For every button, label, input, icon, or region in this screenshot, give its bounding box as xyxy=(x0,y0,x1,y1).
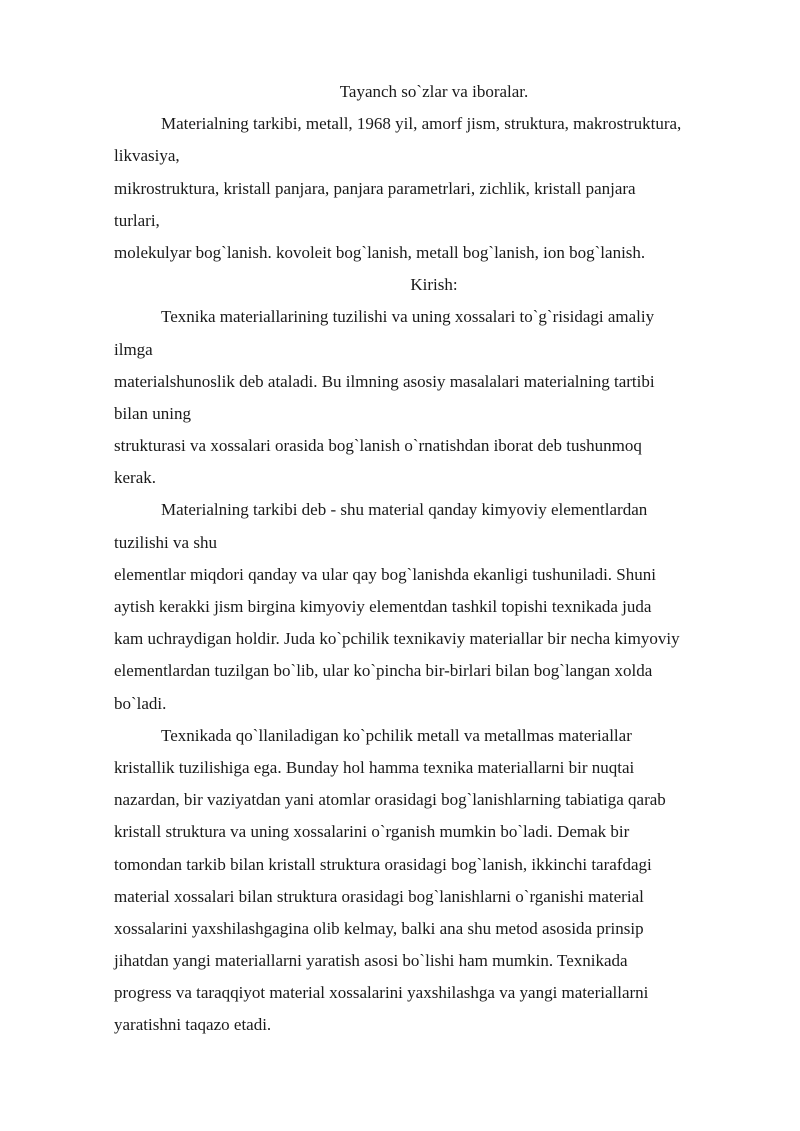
text-line: Materialning tarkibi deb - shu material qanday kimyoviy elementlardan xyxy=(161,500,648,520)
text-line: strukturasi va xossalari orasida bog`lanish o`rnatishdan iborat deb tushunmoq xyxy=(114,436,642,456)
text-line: Texnika materiallarining tuzilishi va uning xossalari to`g`risidagi amaliy xyxy=(161,307,655,327)
text-line: tuzilishi va shu xyxy=(114,532,217,552)
text-line: turlari, xyxy=(114,210,160,230)
paragraph-2 xyxy=(114,494,754,719)
text-line: Texnikada qo`llaniladigan ko`pchilik metall va metallmas materiallar xyxy=(161,725,632,745)
text-line: mikrostruktura, kristall panjara, panjara parametrlari, zichlik, kristall panjara xyxy=(114,178,636,198)
text-line: progress va taraqqiyot material xossalarini yaxshilashga va yangi materiallarni xyxy=(114,983,649,1003)
text-line: likvasiya, xyxy=(114,146,180,166)
text-line: yaratishni taqazo etadi. xyxy=(114,1015,272,1035)
paragraph-1 xyxy=(114,301,754,494)
text-line: bo`ladi. xyxy=(114,693,167,713)
text-line: nazardan, bir vaziyatdan yani atomlar orasidagi bog`lanishlarning tabiatiga qarab xyxy=(114,790,666,810)
text-line: bilan uning xyxy=(114,403,191,423)
text-line: jihatdan yangi materiallarni yaratish asosi bo`lishi ham mumkin. Texnikada xyxy=(114,951,628,971)
text-line: aytish kerakki jism birgina kimyoviy elementdan tashkil topishi texnikada juda xyxy=(114,597,652,616)
text-line: Materialning tarkibi, metall, 1968 yil, amorf jism, struktura, makrostruktura, xyxy=(161,114,682,134)
text-line: elementlar miqdori qanday va ular qay bog`lanishda ekanligi tushuniladi. Shuni xyxy=(114,564,656,584)
text-line: kam uchraydigan holdir. Juda ko`pchilik texnikaviy materiallar bir necha kimyoviy xyxy=(114,629,680,649)
intro-heading: Kirish: xyxy=(410,275,458,295)
keywords-heading: Tayanch so`zlar va iboralar. xyxy=(339,82,529,101)
paragraph-3 xyxy=(114,720,754,1042)
keywords-paragraph xyxy=(114,108,754,269)
text-line: molekulyar bog`lanish. kovoleit bog`lanish, metall bog`lanish, ion bog`lanish. xyxy=(114,242,646,262)
text-line: ilmga xyxy=(114,339,153,359)
text-line: kristallik tuzilishiga ega. Bunday hol hamma texnika materiallarni bir nuqtai xyxy=(114,757,635,777)
text-line: material xossalari bilan struktura orasidagi bog`lanishlarni o`rganishi material xyxy=(114,886,644,906)
text-line: xossalarini yaxshilashgagina olib kelmay, balki ana shu metod asosida prinsip xyxy=(114,918,644,938)
document-page xyxy=(114,76,754,1042)
text-line: kristall struktura va uning xossalarini o`rganish mumkin bo`ladi. Demak bir xyxy=(114,822,630,842)
text-line: kerak. xyxy=(114,468,157,488)
text-line: materialshunoslik deb ataladi. Bu ilmning asosiy masalalari materialning tartibi xyxy=(114,371,655,391)
text-line: tomondan tarkib bilan kristall struktura orasidagi bog`lanish, ikkinchi tarafdagi xyxy=(114,854,652,874)
text-line: elementlardan tuzilgan bo`lib, ular ko`pincha bir-birlari bilan bog`langan xolda xyxy=(114,661,653,681)
